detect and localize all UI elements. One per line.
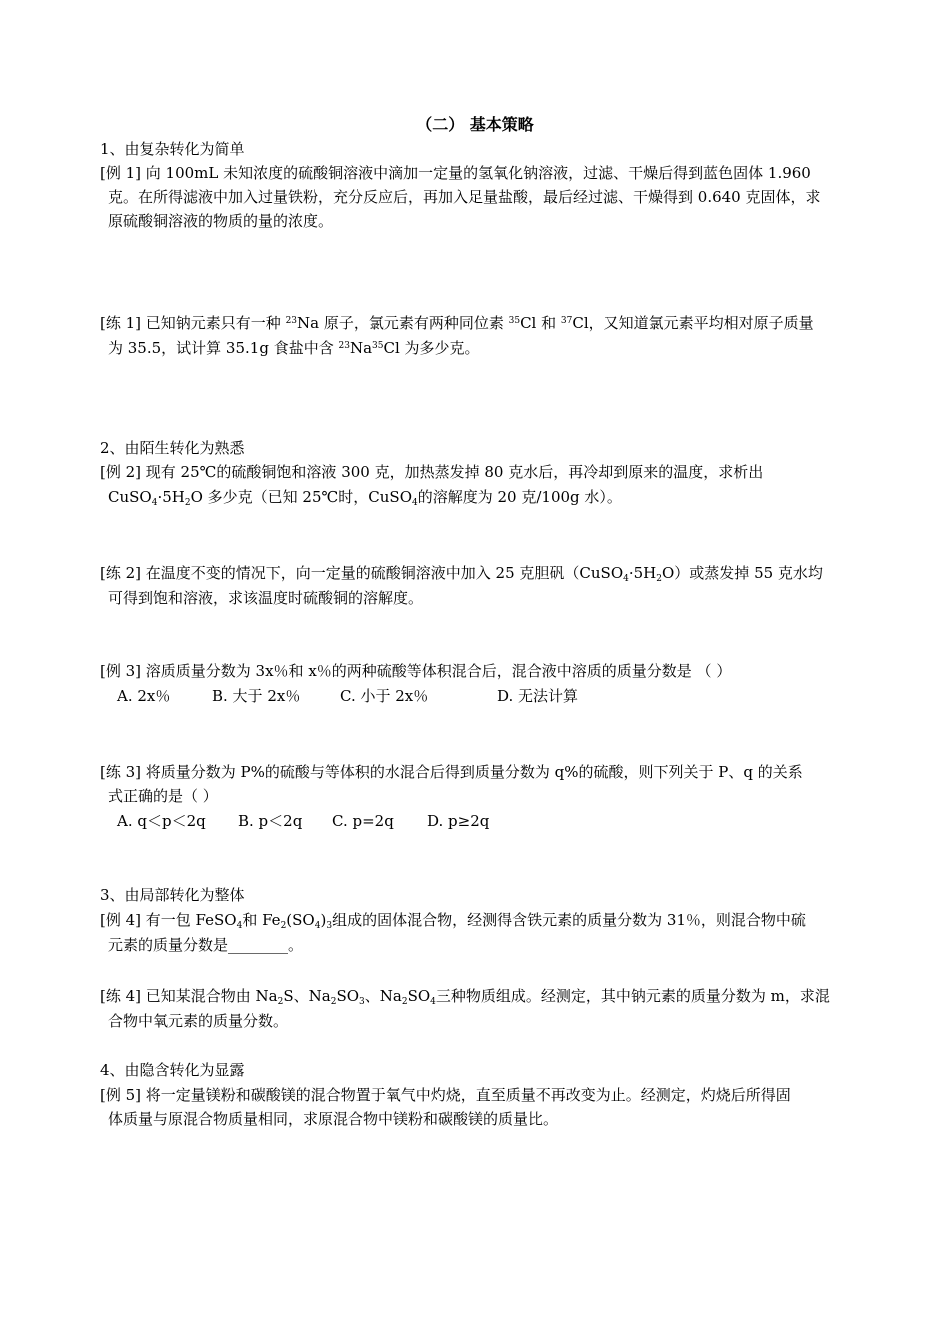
page-title: （二） 基本策略 [416,115,534,134]
example-2-line-2: $CuSO_4\cdot 5H_2O$ 多少克（已知 25℃时，CuSO$_4$的溶解度为 20 克/100g 水）。 [108,488,622,508]
example-1-line-1: [例 1] 向 100mL 未知浓度的硫酸铜溶液中滴加一定量的氢氧化钠溶液，过滤、干燥后得到蓝色固体 1.960 [100,164,811,182]
practice-4-line-2: 合物中氧元素的质量分数。 [108,1012,289,1030]
section-heading-3: 3、由局部转化为整体 [100,886,245,904]
example-3-line-1: [例 3] 溶质质量分数为 3x％和 x％的两种硫酸等体积混合后，混合液中溶质的质量分数是 （ ） [100,662,732,680]
example-4-line-1: [例 4] 有一包 FeSO$_4$和 $Fe_2(SO_4)_3$组成的固体混合物，经测得含铁元素的质量分数为 31％，则混合物中硫 [100,911,806,931]
option-a: A. q＜p＜2q [117,812,206,830]
option-b: B. p＜2q [238,812,303,830]
practice-1-line-1: [练 1] 已知钠元素只有一种 $^{23}$Na 原子，氯元素有两种同位素 $^{35}$Cl 和 $^{37}$Cl，又知道氯元素平均相对原子质量 [100,314,814,332]
example-1-line-3: 原硫酸铜溶液的物质的量的浓度。 [108,212,334,230]
practice-3-line-1: [练 3] 将质量分数为 P%的硫酸与等体积的水混合后得到质量分数为 q%的硫酸，则下列关于 P、q 的关系 [100,763,803,781]
option-c: C. p=2q [332,812,394,830]
option-c: C. 小于 2x％ [340,687,429,705]
example-5-line-2: 体质量与原混合物质量相同，求原混合物中镁粉和碳酸镁的质量比。 [108,1110,559,1128]
practice-3-options [117,810,489,832]
option-b: B. 大于 2x％ [212,687,301,705]
practice-2-line-1: [练 2] 在温度不变的情况下，向一定量的硫酸铜溶液中加入 25 克胆矾$(CuSO_4\cdot 5H_2O)$或蒸发掉 55 克水均 [100,564,823,584]
practice-4-line-1: [练 4] 已知某混合物由 $Na_2S$、$Na_2SO_3$、$Na_2SO_4$三种物质组成。经测定，其中钠元素的质量分数为 m，求混 [100,987,830,1007]
example-3-options [117,685,578,707]
example-5-line-1: [例 5] 将一定量镁粉和碳酸镁的混合物置于氧气中灼烧，直至质量不再改变为止。经测定，灼烧后所得固 [100,1086,791,1104]
practice-2-line-2: 可得到饱和溶液，求该温度时硫酸铜的溶解度。 [108,589,424,607]
practice-1-line-2: 为 35.5，试计算 35.1g 食盐中含 $^{23}$Na$^{35}$Cl 为多少克。 [108,339,480,357]
example-1-line-2: 克。在所得滤液中加入过量铁粉，充分反应后，再加入足量盐酸，最后经过滤、干燥得到 0.640 克固体，求 [108,188,821,206]
example-2-line-1: [例 2] 现有 25℃的硫酸铜饱和溶液 300 克，加热蒸发掉 80 克水后，再冷却到原来的温度，求析出 [100,463,764,481]
option-d: D. 无法计算 [497,687,579,705]
practice-3-line-2: 式正确的是（ ） [108,787,218,805]
option-d: D. p≥2q [427,812,490,830]
section-heading-1: 1、由复杂转化为简单 [100,140,245,158]
option-a: A. 2x％ [117,687,171,705]
section-heading-2: 2、由陌生转化为熟悉 [100,439,245,457]
section-heading-4: 4、由隐含转化为显露 [100,1061,245,1079]
example-4-line-2: 元素的质量分数是________。 [108,936,304,954]
